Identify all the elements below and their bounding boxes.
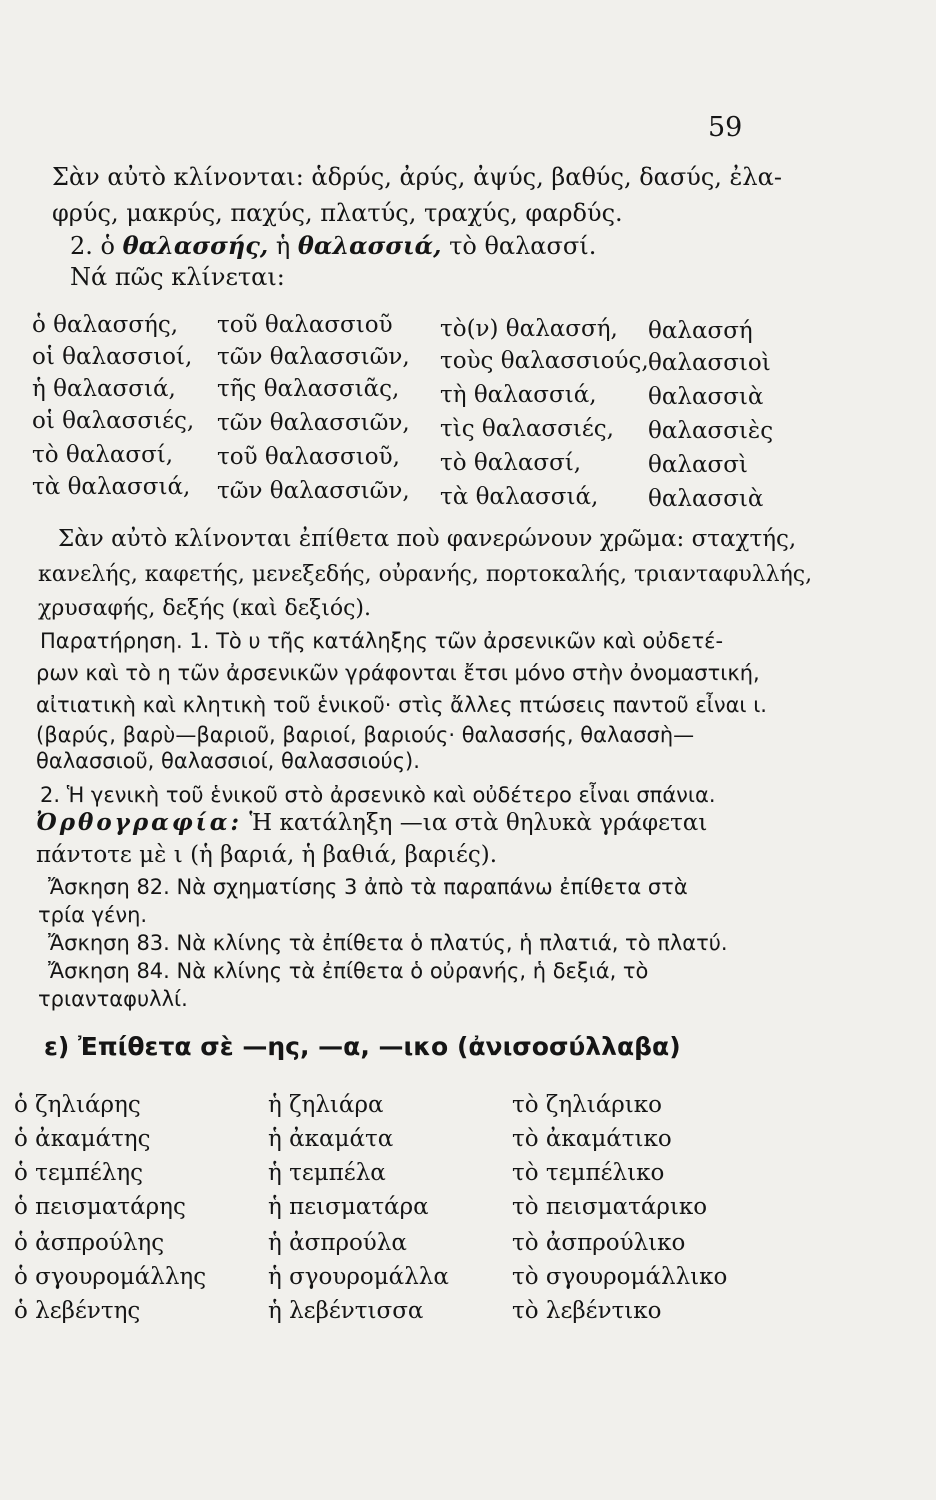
decl-cell: τοὺς θαλασσιούς, [440, 348, 649, 374]
ortho-label: Ὀρθογραφία: [36, 809, 242, 836]
decl-cell: οἱ θαλασσιοί, [32, 344, 193, 370]
decl-cell: θαλασσὶ [648, 452, 748, 478]
adj-masc: ὁ τεμπέλης [14, 1160, 144, 1186]
ortho-line-2: πάντοτε μὲ ι (ἡ βαριά, ἡ βαθιά, βαριές). [36, 842, 498, 868]
adj-neut: τὸ ζηλιάρικο [512, 1092, 663, 1118]
decl-cell: τὸ(ν) θαλασσή, [440, 316, 618, 342]
section-heading: ε) Ἐπίθετα σὲ —ης, —α, —ικο (ἀνισοσύλλαβα) [44, 1032, 681, 1061]
adj-masc: ὁ σγουρομάλλης [14, 1264, 207, 1290]
decl-cell: τὰ θαλασσιά, [32, 474, 191, 500]
intro-line-2: φρύς, μακρύς, παχύς, πλατύς, τραχύς, φαρδύς. [52, 199, 623, 227]
decl-cell: τοῦ θαλασσιοῦ, [217, 444, 400, 470]
adj-masc: ὁ ἀκαμάτης [14, 1126, 151, 1152]
intro-art-f: ἡ [268, 232, 298, 260]
note-line-4: (βαρύς, βαρὺ—βαριοῦ, βαριοί, βαριούς· θαλασσής, θαλασσὴ— [36, 723, 695, 747]
colors-line-1: Σὰν αὐτὸ κλίνονται ἐπίθετα ποὺ φανερώνουν χρῶμα: σταχτής, [58, 526, 797, 552]
note-line-2: ρων καὶ τὸ η τῶν ἀρσενικῶν γράφονται ἔτσι μόνο στὴν ὀνομαστική, [36, 661, 760, 685]
adj-fem: ἡ λεβέντισσα [268, 1298, 424, 1324]
intro-line-3 [70, 231, 596, 261]
decl-cell: ὁ θαλασσής, [32, 312, 179, 338]
decl-cell: τῶν θαλασσιῶν, [217, 478, 410, 504]
exercise-82: Ἄσκηση 82. Νὰ σχηματίσης 3 ἀπὸ τὰ παραπάνω ἐπίθετα στὰ [48, 875, 688, 899]
decl-cell: τῆς θαλασσιᾶς, [217, 376, 400, 402]
decl-cell: τὸ θαλασσί, [32, 442, 174, 468]
decl-cell: τὶς θαλασσιές, [440, 416, 614, 442]
decl-cell: θαλασσιὲς [648, 418, 774, 444]
intro-fem: θαλασσιά, [297, 231, 442, 260]
adj-neut: τὸ τεμπέλικο [512, 1160, 665, 1186]
adj-fem: ἡ πεισματάρα [268, 1194, 429, 1220]
decl-cell: ἡ θαλασσιά, [32, 376, 176, 402]
adj-neut: τὸ ἀσπρούλικο [512, 1230, 686, 1256]
intro-line-1: Σὰν αὐτὸ κλίνονται: ἁδρύς, ἀρύς, ἀψύς, βαθύς, δασύς, ἐλα- [52, 163, 782, 191]
decl-cell: τὰ θαλασσιά, [440, 484, 599, 510]
adj-fem: ἡ τεμπέλα [268, 1160, 386, 1186]
colors-line-3: χρυσαφής, δεξής (καὶ δεξιός). [38, 596, 371, 621]
decl-cell: θαλασσιὰ [648, 384, 764, 410]
adj-masc: ὁ ἀσπρούλης [14, 1230, 165, 1256]
decl-cell: θαλασσιὰ [648, 486, 764, 512]
decl-cell: θαλασσιοὶ [648, 350, 771, 376]
note-line-3: αἰτιατικὴ καὶ κλητικὴ τοῦ ἑνικοῦ· στὶς ἄλλες πτώσεις παντοῦ εἶναι ι. [36, 693, 767, 717]
exercise-83: Ἄσκηση 83. Νὰ κλίνης τὰ ἐπίθετα ὁ πλατύς, ἡ πλατιά, τὸ πλατύ. [48, 931, 728, 955]
intro-masc: θαλασσής, [122, 231, 269, 260]
note-line-1: Παρατήρηση. 1. Τὸ υ τῆς κατάληξης τῶν ἀρσενικῶν καὶ οὐδετέ- [40, 629, 724, 653]
adj-fem: ἡ ἀκαμάτα [268, 1126, 394, 1152]
decl-cell: τὸ θαλασσί, [440, 450, 582, 476]
ortho-line-1 [36, 808, 707, 838]
decl-cell: οἱ θαλασσιές, [32, 408, 195, 434]
ortho-text: Ἡ κατάληξη —ια στὰ θηλυκὰ γράφεται [242, 810, 708, 836]
intro-line-4: Νά πῶς κλίνεται: [70, 263, 285, 291]
page-number: 59 [708, 112, 743, 143]
colors-line-2: κανελής, καφετής, μενεξεδής, οὐρανής, πορτοκαλής, τριανταφυλλής, [38, 562, 813, 587]
adj-masc: ὁ λεβέντης [14, 1298, 141, 1324]
intro-neut: τὸ θαλασσί. [441, 232, 597, 260]
adj-neut: τὸ σγουρομάλλικο [512, 1264, 728, 1290]
adj-fem: ἡ ἀσπρούλα [268, 1230, 407, 1256]
decl-cell: τῶν θαλασσιῶν, [217, 344, 410, 370]
adj-neut: τὸ πεισματάρικο [512, 1194, 708, 1220]
adj-fem: ἡ ζηλιάρα [268, 1092, 384, 1118]
note-line-6: 2. Ἡ γενικὴ τοῦ ἑνικοῦ στὸ ἀρσενικὸ καὶ οὐδέτερο εἶναι σπάνια. [40, 783, 716, 807]
adj-masc: ὁ ζηλιάρης [14, 1092, 141, 1118]
exercise-82-cont: τρία γένη. [38, 903, 148, 927]
note-line-5: θαλασσιοῦ, θαλασσιοί, θαλασσιούς). [36, 749, 420, 773]
decl-cell: τὴ θαλασσιά, [440, 382, 597, 408]
exercise-84: Ἄσκηση 84. Νὰ κλίνης τὰ ἐπίθετα ὁ οὐρανής, ἡ δεξιά, τὸ [48, 959, 649, 983]
adj-masc: ὁ πεισματάρης [14, 1194, 186, 1220]
decl-cell: τοῦ θαλασσιοῦ [217, 312, 393, 338]
adj-neut: τὸ λεβέντικο [512, 1298, 662, 1324]
adj-fem: ἡ σγουρομάλλα [268, 1264, 449, 1290]
decl-cell: θαλασσή [648, 318, 753, 344]
adj-neut: τὸ ἀκαμάτικο [512, 1126, 672, 1152]
decl-cell: τῶν θαλασσιῶν, [217, 410, 410, 436]
intro-num: 2. ὁ [70, 232, 123, 260]
exercise-84-cont: τριανταφυλλί. [38, 987, 188, 1011]
